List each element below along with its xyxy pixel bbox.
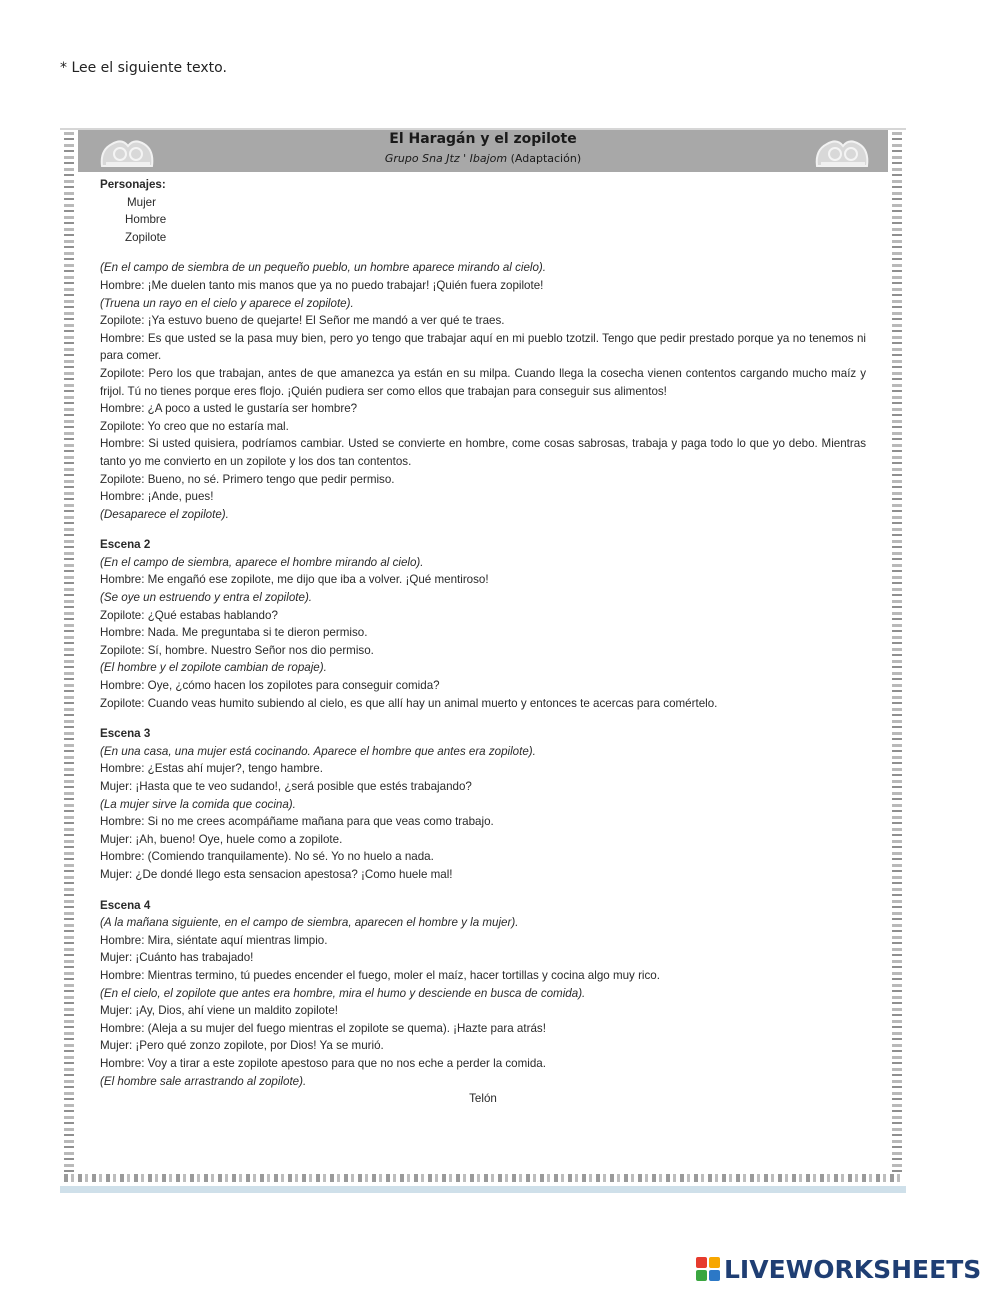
instruction-text: * Lee el siguiente texto. (60, 60, 227, 76)
dialogue-line: Hombre: Es que usted se la pasa muy bien, pero yo tengo que trabajar aquí en mi pueblo tzotzil. Tengo que pedir prestado porque ya no tenemos ni para comer. (100, 331, 866, 363)
bottom-band (60, 1186, 906, 1193)
author-group: Grupo Sna Jtz ' Ibajom (384, 152, 508, 165)
dialogue-line: Hombre: ¡Me duelen tanto mis manos que ya no puedo trabajar! ¡Quién fuera zopilote! (100, 278, 544, 292)
dialogue-line: Mujer: ¡Pero qué zonzo zopilote, por Dios! Ya se murió. (100, 1039, 384, 1053)
stage-direction: (Truena un rayo en el cielo y aparece el zopilote). (100, 296, 354, 310)
spacer (100, 246, 866, 259)
document-subtitle (78, 152, 888, 165)
dialogue-line: Hombre: ¿Estas ahí mujer?, tengo hambre. (100, 762, 323, 776)
document-title: El Haragán y el zopilote (389, 131, 577, 147)
dialogue-line: Zopilote: ¡Ya estuvo bueno de quejarte! El Señor me mandó a ver qué te traes. (100, 314, 505, 328)
ending-label: Telón (469, 1092, 497, 1106)
stage-direction: (Desaparece el zopilote). (100, 507, 229, 521)
spacer (100, 712, 866, 725)
character-item: Hombre (125, 213, 167, 227)
decorative-border-left (64, 132, 74, 1172)
logo-square (709, 1257, 720, 1268)
dialogue-line: Hombre: ¡Ande, pues! (100, 490, 214, 504)
dialogue-line: Hombre: (Aleja a su mujer del fuego mientras el zopilote se quema). ¡Hazte para atrás! (100, 1021, 546, 1035)
dialogue-line: Zopilote: Pero los que trabajan, antes de que amanezca ya están en su milpa. Cuando llega la cosecha vienen contentos cargando mucho maíz y frijol. Tú no tienes porque eres flojo. ¡Quién pudiera ser como ellos que trabajan para conseguir sus alimentos! (100, 366, 866, 398)
dialogue-line: Mujer: ¡Cuánto has trabajado! (100, 951, 254, 965)
dialogue-line: Zopilote: Sí, hombre. Nuestro Señor nos dio permiso. (100, 643, 374, 657)
decorative-border-right (892, 132, 902, 1172)
stage-direction: (En el campo de siembra, aparece el hombre mirando al cielo). (100, 555, 424, 569)
dialogue-line: Hombre: Voy a tirar a este zopilote apestoso para que no nos eche a perder la comida. (100, 1056, 546, 1070)
logo-mark-icon (696, 1257, 720, 1281)
scene-heading: Escena 2 (100, 538, 151, 552)
stage-direction: (Se oye un estruendo y entra el zopilote). (100, 591, 313, 605)
decorative-border-bottom (64, 1174, 902, 1182)
logo-text: LIVEWORKSHEETS (724, 1254, 982, 1284)
scene-heading: Escena 3 (100, 727, 151, 741)
logo-square (696, 1270, 707, 1281)
dialogue-line: Zopilote: Yo creo que no estaría mal. (100, 419, 289, 433)
character-item: Zopilote (125, 230, 167, 244)
stage-direction: (El hombre sale arrastrando al zopilote). (100, 1074, 307, 1088)
spacer (100, 523, 866, 536)
dialogue-line: Hombre: (Comiendo tranquilamente). No sé. Yo no huelo a nada. (100, 850, 434, 864)
dialogue-line: Hombre: Si usted quisiera, podríamos cambiar. Usted se convierte en hombre, come cosas sabrosas, trabaja y paga todo lo que yo debo. Mientras tanto yo me convierto en un zopilote y los dos tan contentos. (100, 437, 866, 468)
dialogue-line: Mujer: ¿De dondé llego esta sensacion apestosa? ¡Como huele mal! (100, 867, 453, 881)
ornament-right-icon (813, 134, 873, 170)
play-text (100, 176, 866, 1108)
character-item: Mujer (127, 195, 156, 209)
spacer (100, 884, 866, 897)
dialogue-line: Zopilote: ¿Qué estabas hablando? (100, 608, 278, 622)
document-header (78, 130, 888, 172)
adaptation-label: (Adaptación) (510, 152, 582, 165)
logo-square (709, 1270, 720, 1281)
stage-direction: (El hombre y el zopilote cambian de ropaje). (100, 661, 327, 675)
liveworksheets-logo[interactable] (696, 1254, 981, 1284)
dialogue-line: Mujer: ¡Ah, bueno! Oye, huele como a zopilote. (100, 832, 343, 846)
logo-square (696, 1257, 707, 1268)
dialogue-line: Hombre: Si no me crees acompáñame mañana para que veas como trabajo. (100, 815, 494, 829)
scene-heading: Escena 4 (100, 898, 151, 912)
characters-label: Personajes: (100, 178, 166, 191)
dialogue-line: Hombre: Mientras termino, tú puedes encender el fuego, moler el maíz, hacer tortillas y cocina algo muy rico. (100, 968, 660, 982)
dialogue-line: Mujer: ¡Hasta que te veo sudando!, ¿será posible que estés trabajando? (100, 780, 472, 793)
stage-direction: (En el cielo, el zopilote que antes era hombre, mira el humo y desciende en busca de comida). (100, 986, 586, 1000)
dialogue-line: Hombre: Me engañó ese zopilote, me dijo que iba a volver. ¡Qué mentiroso! (100, 573, 489, 587)
dialogue-line: Hombre: ¿A poco a usted le gustaría ser hombre? (100, 402, 358, 416)
worksheet-document (60, 128, 906, 1192)
dialogue-line: Hombre: Oye, ¿cómo hacen los zopilotes para conseguir comida? (100, 679, 440, 693)
stage-direction: (A la mañana siguiente, en el campo de siembra, aparecen el hombre y la mujer). (100, 916, 519, 930)
dialogue-line: Zopilote: Bueno, no sé. Primero tengo que pedir permiso. (100, 472, 395, 486)
dialogue-line: Mujer: ¡Ay, Dios, ahí viene un maldito zopilote! (100, 1004, 338, 1018)
stage-direction: (En una casa, una mujer está cocinando. Aparece el hombre que antes era zopilote). (100, 744, 536, 758)
stage-direction: (La mujer sirve la comida que cocina). (100, 797, 296, 811)
dialogue-line: Zopilote: Cuando veas humito subiendo al cielo, es que allí hay un animal muerto y entonces te acercas para comértelo. (100, 696, 718, 710)
dialogue-line: Hombre: Mira, siéntate aquí mientras limpio. (100, 933, 328, 947)
stage-direction: (En el campo de siembra de un pequeño pueblo, un hombre aparece mirando al cielo). (100, 261, 546, 275)
dialogue-line: Hombre: Nada. Me preguntaba si te dieron permiso. (100, 626, 368, 640)
